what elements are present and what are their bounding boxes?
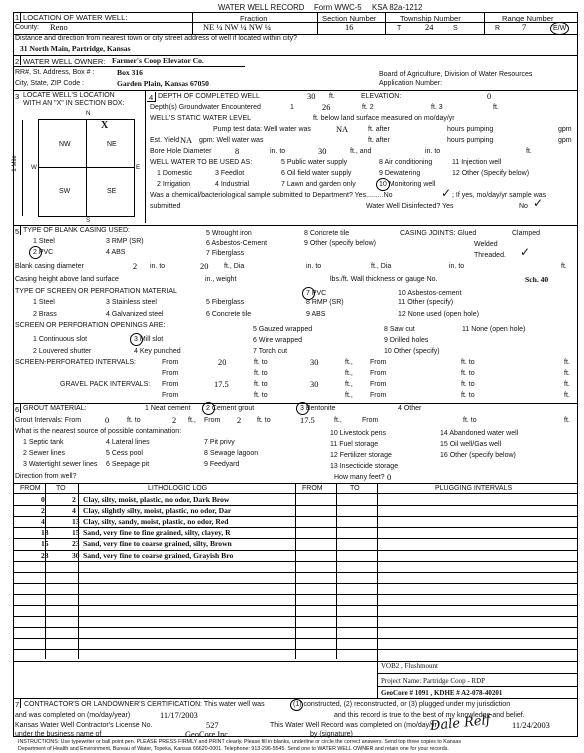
- form-ksa: KSA 82a-1212: [372, 3, 423, 12]
- bore-value[interactable]: 8: [235, 147, 240, 156]
- quad-ne: NE: [107, 141, 117, 148]
- blank-diam-ft: ft., Dia: [224, 263, 245, 270]
- log-from[interactable]: 13: [41, 528, 49, 538]
- open-8: 8 Saw cut: [384, 326, 415, 333]
- yield-value[interactable]: NA: [180, 136, 193, 145]
- use-1: 1 Domestic: [157, 170, 193, 177]
- use-2: 2 Irrigation: [157, 181, 191, 188]
- contam-7: 7 Pit privy: [204, 439, 235, 446]
- spi-ft2: ft.: [564, 359, 570, 366]
- section4-num-box: [147, 92, 156, 102]
- disinfected-no-check[interactable]: ✓: [533, 196, 544, 210]
- spi-from4: From: [370, 370, 387, 377]
- log-row-divider: [13, 638, 578, 639]
- compass-w: W: [31, 164, 37, 171]
- casing-6: 6 Asbestos-Cement: [206, 240, 268, 247]
- compass-n: N: [86, 110, 91, 117]
- joints-clamped: Clamped: [512, 230, 541, 237]
- pump-label: Pump test data: Well water was: [213, 126, 311, 133]
- yield-gpm: gpm: Well water was: [199, 137, 264, 144]
- pump-after: ft. after: [368, 126, 390, 133]
- log-row-divider: [13, 661, 578, 662]
- bore-to: in. to: [270, 148, 286, 155]
- grout3-to: ft. to: [463, 417, 477, 424]
- log-row-divider: [13, 561, 578, 562]
- disinfected-no: No: [519, 203, 528, 210]
- instructions-line1: INSTRUCTIONS: Use typewriter or ball point pen. PLEASE PRESS FIRMLY and PRINT clearly. Please fill in blanks, underline or circle the correct answers. Send top three copies to Kansas: [18, 739, 461, 745]
- screen-2: 2 Brass: [33, 311, 57, 318]
- section2-label: WATER WELL OWNER:: [23, 57, 106, 66]
- gp-to3: ft. to: [254, 392, 268, 399]
- section-number-label: Section Number: [322, 14, 377, 23]
- howmany-label: How many feet?: [334, 474, 385, 481]
- open-7: 7 Torch cut: [253, 348, 288, 355]
- application-label: Application Number:: [379, 80, 443, 87]
- depth-value[interactable]: 30: [307, 92, 316, 101]
- log-row: [15, 516, 577, 527]
- open-11: 11 None (open hole): [462, 326, 526, 333]
- gp-to1: ft. to: [254, 381, 268, 388]
- spi-from-value[interactable]: 20: [218, 358, 227, 367]
- log-row: [15, 494, 577, 505]
- log-to[interactable]: 30: [72, 550, 80, 560]
- mile-label: 1 Mile: [10, 155, 18, 172]
- blank-diam-in2: in. to: [306, 263, 322, 270]
- log-desc[interactable]: Clay, silty, moist, plastic, no odor, Dark Brow: [83, 495, 230, 504]
- form-number: Form WWC-5: [314, 3, 362, 12]
- log-to[interactable]: 23: [72, 539, 80, 549]
- use-5: 5 Public water supply: [281, 159, 348, 166]
- compass-s: S: [86, 217, 91, 224]
- gp-from2: From: [370, 381, 387, 388]
- section-number-value[interactable]: 16: [345, 23, 354, 32]
- use-4: 4 Industrial: [215, 181, 250, 188]
- section4-number: 4: [149, 93, 154, 102]
- spi-to4: ft. to: [461, 370, 475, 377]
- spi-to3: ft. to: [254, 370, 268, 377]
- grout-1: 1 Neat cement: [145, 405, 191, 412]
- use-8: 8 Air conditioning: [379, 159, 433, 166]
- spi-from3: From: [162, 370, 179, 377]
- business-name[interactable]: GeoCore Inc.: [185, 730, 231, 739]
- direction-label: Direction from well?: [15, 473, 77, 480]
- section3-label1: LOCATE WELL'S LOCATION: [23, 92, 115, 99]
- section2-number: 2: [15, 57, 20, 66]
- open-4: 4 Key punched: [134, 348, 181, 355]
- grout-3-circle: [296, 402, 309, 415]
- spi-to-value[interactable]: 30: [310, 358, 319, 367]
- casing-2-circle: [29, 246, 42, 259]
- submitted-label: submitted: [150, 203, 181, 210]
- log-h-to: TO: [56, 485, 66, 492]
- cert-line4a: under the business name of: [15, 731, 102, 738]
- grout-3: 3 Bentonite: [300, 405, 336, 412]
- screen-10: 10 Asbestos-cement: [398, 290, 462, 297]
- note-vob: VOB2 , Flushmount: [381, 662, 438, 670]
- height-after: in., weight: [205, 276, 237, 283]
- yield-label: Est. Yield: [150, 137, 180, 144]
- pump-hours: hours pumping: [447, 126, 494, 133]
- log-h-to2: TO: [350, 485, 360, 492]
- static-after: ft. below land surface measured on mo/day/yr: [313, 115, 455, 122]
- cert-line3a: Kansas Water Well Contractor's License No.: [15, 722, 153, 729]
- screen-9: 9 ABS: [306, 311, 326, 318]
- contam-13: 13 Insecticide storage: [330, 463, 399, 470]
- chem-label2: ; If yes, mo/day/yr sample was: [452, 192, 547, 199]
- grout-2-circle: [202, 402, 215, 415]
- grout-label: GROUT MATERIAL:: [23, 405, 87, 412]
- grout-2: 2 Cement grout: [206, 405, 255, 412]
- log-from[interactable]: 15: [41, 539, 49, 549]
- section6-number: 6: [15, 405, 20, 414]
- lbs-label: lbs./ft. Wall thickness or gauge No.: [330, 276, 438, 283]
- howmany-value[interactable]: 0: [387, 473, 392, 482]
- log-row-divider: [13, 594, 578, 595]
- log-row: [15, 505, 577, 516]
- quad-sw: SW: [59, 188, 71, 195]
- log-from[interactable]: 4: [41, 517, 45, 527]
- township-s: S: [453, 25, 458, 32]
- log-from[interactable]: 23: [41, 550, 49, 560]
- quad-nw: NW: [59, 141, 71, 148]
- casing-7: 7 Fiberglass: [206, 250, 245, 257]
- gauge-value[interactable]: Sch. 40: [525, 275, 549, 284]
- gp-to4: ft. to: [461, 392, 475, 399]
- gp-from3: From: [162, 392, 179, 399]
- screen-8: 8 RMP (SR): [306, 299, 344, 306]
- casing-8: 8 Concrete tile: [304, 230, 350, 237]
- log-row: [15, 527, 577, 538]
- rr-label: RR#, St. Address, Box # :: [15, 69, 95, 76]
- grout1-ft: ft.,: [188, 417, 196, 424]
- open-6: 6 Wire wrapped: [253, 337, 303, 344]
- casing-3: 3 RMP (SR): [106, 238, 144, 245]
- bore-ft: ft.: [526, 148, 532, 155]
- casing-9: 9 Other (specify below): [304, 240, 376, 247]
- log-to[interactable]: 15: [72, 528, 80, 538]
- grout-4: 4 Other: [398, 405, 422, 412]
- pump-value[interactable]: NA: [336, 125, 349, 134]
- yield-gpm-end: gpm: [558, 137, 572, 144]
- township-value[interactable]: 24: [425, 23, 434, 32]
- compass-e: E: [136, 164, 141, 171]
- rr-value[interactable]: Box 316: [117, 68, 143, 77]
- cert-line1b: (1) constructed, (2) reconstructed, or (3) plugged under my jurisdiction: [293, 701, 511, 708]
- open-2: 2 Louvered shutter: [33, 348, 92, 355]
- height-label: Casing height above land surface: [15, 276, 119, 283]
- open-3: 3 Mill slot: [134, 336, 164, 343]
- pump-gpm: gpm: [558, 126, 572, 133]
- log-from[interactable]: 0: [41, 495, 45, 504]
- joints-label: CASING JOINTS: Glued: [400, 230, 477, 237]
- open-9: 9 Drilled holes: [384, 337, 429, 344]
- depth-label: DEPTH OF COMPLETED WELL: [158, 93, 260, 100]
- log-row-divider: [13, 627, 578, 628]
- gw2-number: ft. 2: [362, 104, 374, 111]
- open-5: 5 Gauzed wrapped: [253, 326, 313, 333]
- fraction-label: Fraction: [240, 14, 268, 23]
- township-label: Township Number: [400, 14, 461, 23]
- gw3-number: ft. 3: [431, 104, 443, 111]
- section7-number: 7: [15, 700, 20, 709]
- contam-15: 15 Oil well/Gas well: [440, 441, 502, 448]
- log-row-divider: [13, 605, 578, 606]
- bore-label: Bore Hole Diameter: [150, 148, 212, 155]
- contam-2: 2 Sewer lines: [23, 450, 66, 457]
- use-3: 3 Feedlot: [215, 170, 245, 177]
- log-h-from: FROM: [20, 485, 41, 492]
- owner-value[interactable]: Farmer's Coop Elevator Co.: [112, 56, 204, 65]
- grout1-to-value[interactable]: 2: [172, 416, 177, 425]
- use-9: 9 Dewatering: [379, 170, 421, 177]
- city-label: City, State, ZIP Code :: [15, 80, 84, 87]
- spi-ft3: ft.,: [345, 370, 353, 377]
- log-from[interactable]: 2: [41, 506, 45, 516]
- gp-ft1: ft.,: [345, 381, 353, 388]
- open-3-circle: [130, 333, 143, 346]
- contam-4: 4 Lateral lines: [106, 439, 150, 446]
- log-row-divider: [13, 583, 578, 584]
- grout3-ft: ft.: [564, 417, 570, 424]
- grout2-to: ft. to: [257, 417, 271, 424]
- grout2-from-value[interactable]: 2: [237, 416, 242, 425]
- casing-4: 4 ABS: [106, 249, 126, 256]
- spi-ft4: ft.: [564, 370, 570, 377]
- use-label: WELL WATER TO BE USED AS:: [150, 159, 253, 166]
- elevation-value[interactable]: 0: [487, 92, 492, 101]
- cert-line4b: by (signature): [310, 731, 353, 738]
- contam-3: 3 Watertight sewer lines: [23, 461, 98, 468]
- county-value[interactable]: Reno: [50, 23, 68, 32]
- log-desc[interactable]: Clay, silty, sandy, moist, plastic, no odor, Red: [83, 517, 229, 527]
- disinfected-label: Water Well Disinfected? Yes: [366, 203, 454, 210]
- signature: Dale Relf: [429, 712, 492, 735]
- screen-1: 1 Steel: [33, 299, 55, 306]
- gp-to2: ft. to: [461, 381, 475, 388]
- casing-1: 1 Steel: [33, 238, 55, 245]
- township-t: T: [397, 25, 402, 32]
- yield-hours: hours pumping: [447, 137, 494, 144]
- note-project: Project Name: Partridge Coop - RDP: [381, 677, 486, 685]
- contam-11: 11 Fuel storage: [330, 441, 379, 448]
- grout3-from: From: [362, 417, 379, 424]
- gp-from-value[interactable]: 17.5: [214, 380, 229, 389]
- license-value[interactable]: 527: [206, 721, 219, 730]
- note-geocore: GeoCore # 1091 , KDHE # A2-078-40201: [381, 689, 503, 697]
- section1-number: 1: [15, 13, 20, 22]
- spi-to2: ft. to: [461, 359, 475, 366]
- use-12: 12 Other (Specify below): [452, 170, 530, 177]
- casing-2: 2 PVC: [33, 249, 54, 256]
- grout-intervals-label: Grout Intervals: From: [15, 417, 82, 424]
- openings-label: SCREEN OR PERFORATION OPENINGS ARE:: [15, 322, 166, 329]
- grout2-ft: ft.,: [334, 417, 342, 424]
- contam-12: 12 Fertilizer storage: [330, 452, 392, 459]
- log-to[interactable]: 4: [72, 506, 76, 516]
- section3-label2: WITH AN "X" IN SECTION BOX:: [23, 100, 125, 107]
- gp-from4: From: [370, 392, 387, 399]
- screen-11: 11 Other (specify): [398, 299, 454, 306]
- gp-ft2: ft.: [564, 381, 570, 388]
- fraction-value[interactable]: NE ¼ NW ¼ NW ¼: [203, 23, 272, 32]
- address-value[interactable]: 31 North Main, Partridge, Kansas: [20, 44, 131, 53]
- screen-type-label: TYPE OF SCREEN OR PERFORATION MATERIAL: [15, 288, 177, 295]
- gp-ft4: ft.: [564, 392, 570, 399]
- log-row: [15, 538, 577, 549]
- blank-diam-to: in. to: [150, 263, 166, 270]
- blank-diam-ft3: ft.: [561, 263, 567, 270]
- grout1-to: ft. to: [127, 417, 141, 424]
- log-h-from2: FROM: [302, 485, 323, 492]
- log-row-divider: [13, 572, 578, 573]
- board-label: Board of Agriculture, Division of Water Resources: [379, 71, 533, 78]
- range-r: R: [495, 25, 501, 32]
- spi-ft1: ft.,: [345, 359, 353, 366]
- blank-diam-value[interactable]: 2: [133, 262, 138, 271]
- screen-12: 12 None used (open hole): [398, 311, 479, 318]
- open-1: 1 Continuous slot: [33, 336, 88, 343]
- gw-end: ft.: [493, 104, 499, 111]
- contam-5: 5 Cess pool: [106, 450, 143, 457]
- use-10-circle: [376, 178, 390, 191]
- joints-welded: Welded: [474, 241, 498, 248]
- blank-diam-ft2: ft., Dia: [371, 263, 392, 270]
- spi-label: SCREEN-PERFORATED INTERVALS:: [15, 359, 136, 366]
- use-7: 7 Lawn and garden only: [281, 181, 356, 188]
- section1-label: LOCATION OF WATER WELL:: [23, 13, 128, 22]
- section5-label: TYPE OF BLANK CASING USED:: [23, 227, 130, 234]
- use-6: 6 Oil field water supply: [281, 170, 352, 177]
- groundwater-label: Depth(s) Groundwater Encountered: [150, 104, 261, 111]
- gp-to-value[interactable]: 30: [310, 380, 319, 389]
- county-label: County:: [15, 24, 40, 31]
- log-to[interactable]: 2: [72, 495, 76, 504]
- log-row-divider: [13, 649, 578, 650]
- contam-8: 8 Sewage lagoon: [204, 450, 259, 457]
- casing-5: 5 Wrought iron: [206, 230, 252, 237]
- contam-1: 1 Septic tank: [23, 439, 64, 446]
- gp-from1: From: [162, 381, 179, 388]
- contam-14: 14 Abandoned water well: [440, 430, 519, 437]
- threaded-check[interactable]: ✓: [520, 245, 531, 259]
- completed-date[interactable]: 11/17/2003: [160, 711, 198, 720]
- log-desc[interactable]: Sand, very fine to coarse grained, silty, Brown: [83, 539, 232, 549]
- cert-line2a: and was completed on (mo/day/year): [15, 712, 131, 719]
- cert-line3b: This Water Well Record was completed on (mo/day/yr): [270, 722, 440, 729]
- blank-diam-label: Blank casing diameter: [15, 263, 84, 270]
- screen-6: 6 Concrete tile: [206, 311, 252, 318]
- screen-3: 3 Stainless steel: [106, 299, 157, 306]
- city-value[interactable]: Garden Plain, Kansas 67050: [117, 79, 209, 88]
- constructed-circle: [290, 699, 303, 711]
- grout2-to-value[interactable]: 17.5: [300, 416, 315, 425]
- log-h-litho: LITHOLOGIC LOG: [148, 485, 208, 492]
- range-value[interactable]: 7: [522, 23, 527, 32]
- yield-after: ft. after: [368, 137, 390, 144]
- cert-line1a: CONTRACTOR'S OR LANDOWNER'S CERTIFICATION: This water well was: [24, 701, 265, 708]
- gw1-value[interactable]: 26: [322, 103, 331, 112]
- joints-threaded: Threaded.: [474, 252, 506, 259]
- instructions-line2: Department of Health and Environment, Bureau of Water, Topeka, Kansas 66620-0001. Telephone: 913-296-5545. Send one to WATER WELL OWNER and retain one for your records.: [18, 746, 449, 752]
- distance-label: Distance and direction from nearest town or city street address of well if located within city?: [15, 35, 298, 42]
- blank-diam-depth[interactable]: 20: [200, 262, 209, 271]
- range-label: Range Number: [502, 14, 554, 23]
- gp-label: GRAVEL PACK INTERVALS:: [60, 381, 151, 388]
- log-desc[interactable]: Sand, very fine to coarse grained, Grayish Bro: [83, 550, 234, 560]
- log-desc[interactable]: Sand, very fine to fine grained, silty, clayey, R: [83, 528, 231, 538]
- blank-diam-in3: in. to: [449, 263, 465, 270]
- log-h-plug: PLUGGING INTERVALS: [435, 485, 513, 492]
- contam-6: 6 Seepage pit: [106, 461, 150, 468]
- open-10: 10 Other (specify): [384, 348, 440, 355]
- form-title: WATER WELL RECORD: [218, 3, 305, 12]
- spi-from1: From: [162, 359, 179, 366]
- screen-7: 7 PVC: [306, 290, 327, 297]
- contam-16: 16 Other (specify below): [440, 452, 516, 459]
- range-ew: E/W: [553, 25, 567, 32]
- spi-from2: From: [370, 359, 387, 366]
- grout2-from: From: [204, 417, 221, 424]
- grout1-from[interactable]: 0: [105, 416, 110, 425]
- log-desc[interactable]: Clay, slightly silty, moist, plastic, no odor, Dar: [83, 506, 232, 516]
- gp-ft3: ft.,: [345, 392, 353, 399]
- contam-label: What is the nearest source of possible contamination:: [15, 428, 182, 435]
- chem-no-check[interactable]: ✓: [441, 186, 452, 200]
- screen-4: 4 Galvanized steel: [106, 311, 164, 318]
- bore-and: ft., and: [350, 148, 372, 155]
- spi-to1: ft. to: [254, 359, 268, 366]
- section5-number: 5: [15, 227, 20, 236]
- log-to[interactable]: 13: [72, 517, 80, 527]
- log-row-divider: [13, 616, 578, 617]
- elevation-label: ELEVATION:: [361, 93, 402, 100]
- bore-in: in. to: [425, 148, 441, 155]
- log-row: [15, 550, 577, 561]
- static-label: WELL'S STATIC WATER LEVEL: [150, 115, 252, 122]
- use-11: 11 Injection well: [452, 159, 502, 166]
- contam-9: 9 Feedyard: [204, 461, 240, 468]
- cert-line2b: and this record is true to the best of my knowledge and belief.: [334, 712, 525, 719]
- section3-number: 3: [15, 92, 20, 101]
- chem-label: Was a chemical/bacteriological sample submitted to Department? Yes.........No: [150, 192, 393, 199]
- bore-depth[interactable]: 30: [318, 147, 327, 156]
- location-mark[interactable]: X: [101, 120, 109, 131]
- record-date[interactable]: 11/24/2003: [512, 721, 550, 730]
- depth-ft: ft.: [329, 93, 335, 100]
- quad-se: SE: [107, 188, 117, 195]
- screen-5: 5 Fiberglass: [206, 299, 245, 306]
- use-10: 10 Monitoring well: [379, 181, 436, 188]
- gw1-number: 1: [290, 104, 294, 111]
- contam-10: 10 Livestock pens: [330, 430, 387, 437]
